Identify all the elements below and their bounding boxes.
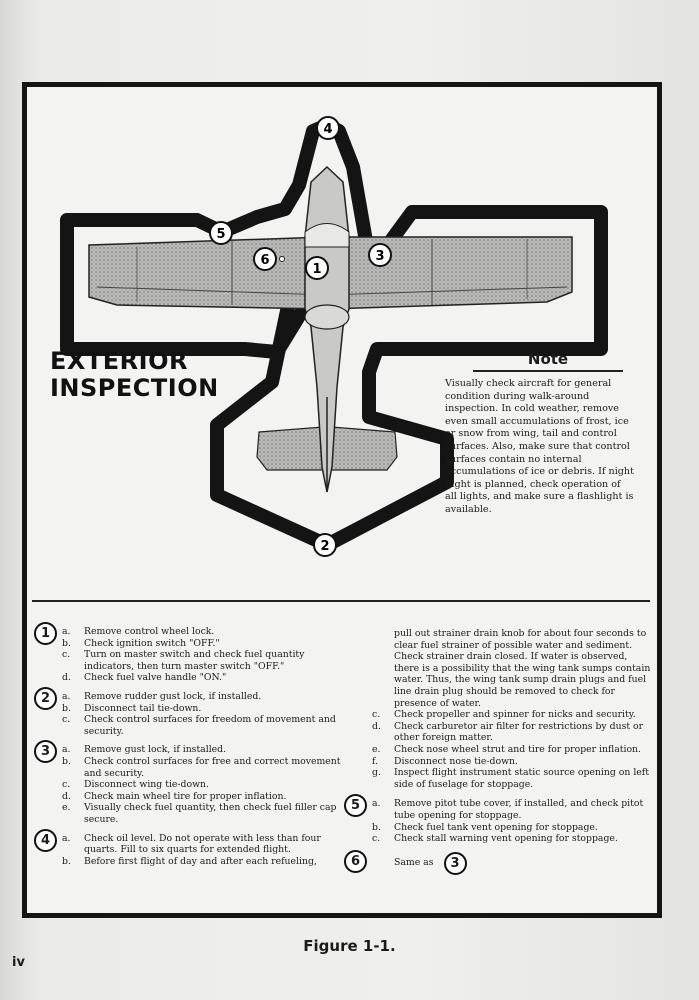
section-divider bbox=[32, 600, 650, 602]
step-item: c. Check propeller and spinner for nicks and security. bbox=[372, 709, 636, 721]
step-item: g. Inspect flight instrument static source opening on left side of fuselage for stoppage. bbox=[372, 767, 649, 790]
step-item: a. Remove gust lock, if installed. bbox=[62, 744, 227, 756]
step-item: a. Remove pitot tube cover, if installed, and check pitot tube opening for stoppage. bbox=[372, 798, 644, 821]
step-number-badge: 1 bbox=[34, 622, 57, 645]
title-line: INSPECTION bbox=[50, 374, 219, 402]
svg-text:5: 5 bbox=[216, 227, 226, 242]
figure-caption: Figure 1-1. bbox=[303, 937, 396, 955]
note-title: Note bbox=[473, 350, 623, 372]
step-number-badge: 4 bbox=[34, 829, 57, 852]
note-box bbox=[445, 350, 635, 517]
step-2 bbox=[32, 691, 342, 737]
step-item: c. Turn on master switch and check fuel quantity indicators, then turn master switch "OFF." bbox=[62, 649, 305, 672]
step-number-badge: 2 bbox=[34, 687, 57, 710]
step-item: e. Visually check fuel quantity, then check fuel filler cap secure. bbox=[62, 802, 337, 825]
marker-5 bbox=[210, 222, 232, 244]
airplane-diagram bbox=[27, 87, 657, 597]
step-ref-badge: 3 bbox=[444, 852, 467, 875]
step-item: a. Remove control wheel lock. bbox=[62, 626, 215, 637]
svg-text:1: 1 bbox=[312, 262, 322, 277]
step-item: e. Check nose wheel strut and tire for proper inflation. bbox=[372, 743, 642, 755]
step-item: d. Check fuel valve handle "ON." bbox=[62, 672, 227, 684]
step-item: b. Check ignition switch "OFF." bbox=[62, 637, 220, 649]
page-number: iv bbox=[12, 955, 25, 970]
step-5 bbox=[342, 798, 654, 844]
steps-right-column bbox=[342, 628, 654, 875]
step-4-more bbox=[342, 709, 654, 790]
step-3 bbox=[32, 744, 342, 825]
step-number-badge: 3 bbox=[34, 740, 57, 763]
marker-2 bbox=[314, 534, 336, 556]
step-number-badge: 6 bbox=[344, 850, 367, 873]
step-4-continued: pull out strainer drain knob for about four seconds to clear fuel strainer of possible water and sediment. Check strainer drain closed. If water is observed, there is a possibility that the wing tank sumps contain water. Thus, the wing tank sump drain plugs and fuel line drain plug should be removed to check for presence of water. bbox=[394, 628, 651, 709]
note-text: Visually check aircraft for general condition during walk-around inspection. In cold weather, remove even small accumulations of frost, ice or snow from wing, tail and control surfaces. Also, make sure that control surfaces contain no internal accumulations of ice or debris. If night flight is planned, check operation of all lights, and make sure a flashlight is available. bbox=[445, 378, 634, 515]
steps-left-column bbox=[32, 626, 342, 874]
step-item: c. Check control surfaces for freedom of movement and security. bbox=[62, 714, 336, 737]
step-item: b. Check control surfaces for free and correct movement and security. bbox=[62, 755, 341, 779]
marker-1 bbox=[306, 257, 328, 279]
svg-text:3: 3 bbox=[375, 249, 385, 264]
step-6-text: Same as bbox=[394, 857, 434, 869]
horizontal-stabilizer bbox=[257, 427, 323, 470]
marker-4 bbox=[317, 117, 339, 139]
svg-text:6: 6 bbox=[260, 253, 270, 268]
step-item: f. Disconnect nose tie-down. bbox=[372, 755, 518, 767]
engine-cowling bbox=[305, 305, 349, 329]
step-item: d. Check main wheel tire for proper inflation. bbox=[62, 790, 287, 802]
marker-3 bbox=[369, 244, 391, 266]
step-6 bbox=[342, 852, 654, 875]
title-line: EXTERIOR bbox=[50, 347, 188, 375]
step-1 bbox=[32, 626, 342, 684]
step-item: c. Disconnect wing tie-down. bbox=[62, 779, 210, 791]
step-item: b. Before first flight of day and after each refueling, bbox=[62, 855, 317, 867]
exterior-inspection-title bbox=[50, 348, 219, 402]
step-item: c. Check stall warning vent opening for stoppage. bbox=[372, 833, 618, 845]
step-item: b. Check fuel tank vent opening for stoppage. bbox=[372, 821, 598, 833]
step-item: b. Disconnect tail tie-down. bbox=[62, 702, 202, 714]
step-number-badge: 5 bbox=[344, 794, 367, 817]
step-item: a. Remove rudder gust lock, if installed. bbox=[62, 690, 262, 702]
step-4 bbox=[32, 833, 342, 868]
svg-text:4: 4 bbox=[323, 122, 333, 137]
step-item: d. Check carburetor air filter for restrictions by dust or other foreign matter. bbox=[372, 720, 644, 744]
svg-text:2: 2 bbox=[320, 539, 330, 554]
marker-6 bbox=[254, 248, 276, 270]
step-item: a. Check oil level. Do not operate with less than four quarts. Fill to six quarts for extended flight. bbox=[62, 832, 321, 856]
